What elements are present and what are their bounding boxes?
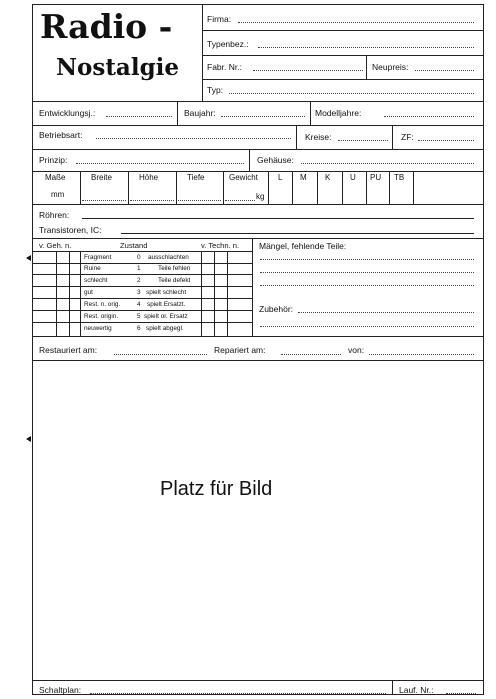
kg-label: kg <box>256 192 265 201</box>
zustand-label: Zustand <box>120 241 148 250</box>
band-tb-label: TB <box>394 173 405 182</box>
state-name: Rest. n. orig. <box>84 301 121 308</box>
restauriert-field[interactable] <box>114 354 207 355</box>
kreise-label: Kreise: <box>305 132 332 142</box>
typenbez-field[interactable] <box>258 47 474 48</box>
schaltplan-field[interactable] <box>90 693 386 694</box>
prinzip-field[interactable] <box>76 163 244 164</box>
state-num: 4 <box>137 301 141 308</box>
band-pu-label: PU <box>370 173 382 182</box>
typenbez-label: Typenbez.: <box>207 39 249 49</box>
repariert-label: Repariert am: <box>214 345 266 355</box>
neupreis-field[interactable] <box>415 70 474 71</box>
typ-field[interactable] <box>229 93 474 94</box>
baujahr-field[interactable] <box>221 116 305 117</box>
state-name: neuwertig <box>84 325 112 332</box>
breite-field[interactable] <box>82 200 126 201</box>
betriebsart-label: Betriebsart: <box>39 130 83 140</box>
maengel-label: Mängel, fehlende Teile: <box>259 241 347 251</box>
maengel-line[interactable] <box>260 259 474 260</box>
state-num: 2 <box>137 277 141 284</box>
state-num: 1 <box>137 265 141 272</box>
modelljahre-label: Modelljahre: <box>315 108 362 118</box>
restauriert-label: Restauriert am: <box>39 345 98 355</box>
repariert-field[interactable] <box>281 354 341 355</box>
entwicklungsj-label: Entwicklungsj.: <box>39 108 96 118</box>
zubehoer-field[interactable] <box>298 312 474 313</box>
zubehoer-line[interactable] <box>260 326 474 327</box>
state-desc: spielt abgegl. <box>146 325 184 332</box>
band-k-label: K <box>325 173 331 182</box>
modelljahre-field[interactable] <box>384 116 474 117</box>
state-num: 3 <box>137 289 141 296</box>
band-m-label: M <box>300 173 307 182</box>
typ-label: Typ: <box>207 85 224 95</box>
mm-label: mm <box>51 190 65 199</box>
state-desc: Teile fehlen <box>158 265 191 272</box>
firma-label: Firma: <box>207 14 232 24</box>
von-field[interactable] <box>369 354 474 355</box>
state-desc: ausschlachten <box>148 254 189 261</box>
gehaeuse-label: Gehäuse: <box>257 155 294 165</box>
logo-line-2: Nostalgie <box>56 54 180 81</box>
zf-field[interactable] <box>418 140 474 141</box>
v-techn-n-label: v. Techn. n. <box>201 241 240 250</box>
state-num: 6 <box>137 325 141 332</box>
transistoren-field[interactable] <box>121 233 474 234</box>
zf-label: ZF: <box>401 132 414 142</box>
masse-label: Maße <box>45 173 66 182</box>
state-name: schlecht <box>84 277 108 284</box>
state-desc: spielt Ersatzt. <box>147 301 186 308</box>
prinzip-label: Prinzip: <box>39 155 68 165</box>
gewicht-label: Gewicht <box>229 173 258 182</box>
state-num: 5 <box>137 313 141 320</box>
punch-mark-bottom <box>26 436 31 442</box>
maengel-line[interactable] <box>260 272 474 273</box>
header-divider <box>202 4 203 101</box>
state-name: Ruine <box>84 265 101 272</box>
gehaeuse-field[interactable] <box>301 163 474 164</box>
fabr-nr-field[interactable] <box>253 70 363 71</box>
schaltplan-label: Schaltplan: <box>39 685 82 695</box>
state-desc: spielt or. Ersatz <box>144 313 188 320</box>
tiefe-label: Tiefe <box>187 173 205 182</box>
v-geh-n-label: v. Geh. n. <box>39 241 72 250</box>
von-label: von: <box>348 345 365 355</box>
transistoren-label: Transistoren, IC: <box>39 225 102 235</box>
logo-line-1: Radio - <box>40 7 173 46</box>
lauf-nr-label: Lauf. Nr.: <box>399 685 434 695</box>
zubehoer-label: Zubehör: <box>259 304 294 314</box>
kreise-field[interactable] <box>338 140 388 141</box>
hoehe-label: Höhe <box>139 173 159 182</box>
band-u-label: U <box>350 173 356 182</box>
betriebsart-field[interactable] <box>96 138 291 139</box>
state-name: Rest. origin. <box>84 313 119 320</box>
state-desc: Teile defekt <box>158 277 191 284</box>
maengel-line[interactable] <box>260 285 474 286</box>
lauf-nr-field[interactable] <box>446 693 476 694</box>
baujahr-label: Baujahr: <box>184 108 216 118</box>
hoehe-field[interactable] <box>130 200 174 201</box>
tiefe-field[interactable] <box>178 200 221 201</box>
photo-area[interactable] <box>33 361 483 679</box>
state-name: Fragment <box>84 254 112 261</box>
roehren-field[interactable] <box>82 218 474 219</box>
fabr-nr-label: Fabr. Nr.: <box>207 62 242 72</box>
state-num: 0 <box>137 254 141 261</box>
gewicht-field[interactable] <box>225 200 255 201</box>
band-l-label: L <box>278 173 283 182</box>
state-desc: spielt schlecht <box>146 289 187 296</box>
neupreis-label: Neupreis: <box>372 62 409 72</box>
entwicklungsj-field[interactable] <box>106 116 172 117</box>
roehren-label: Röhren: <box>39 210 70 220</box>
breite-label: Breite <box>91 173 112 182</box>
state-name: gut <box>84 289 93 296</box>
punch-mark-top <box>26 255 31 261</box>
photo-placeholder-text: Platz für Bild <box>160 478 273 500</box>
firma-field[interactable] <box>238 22 474 23</box>
